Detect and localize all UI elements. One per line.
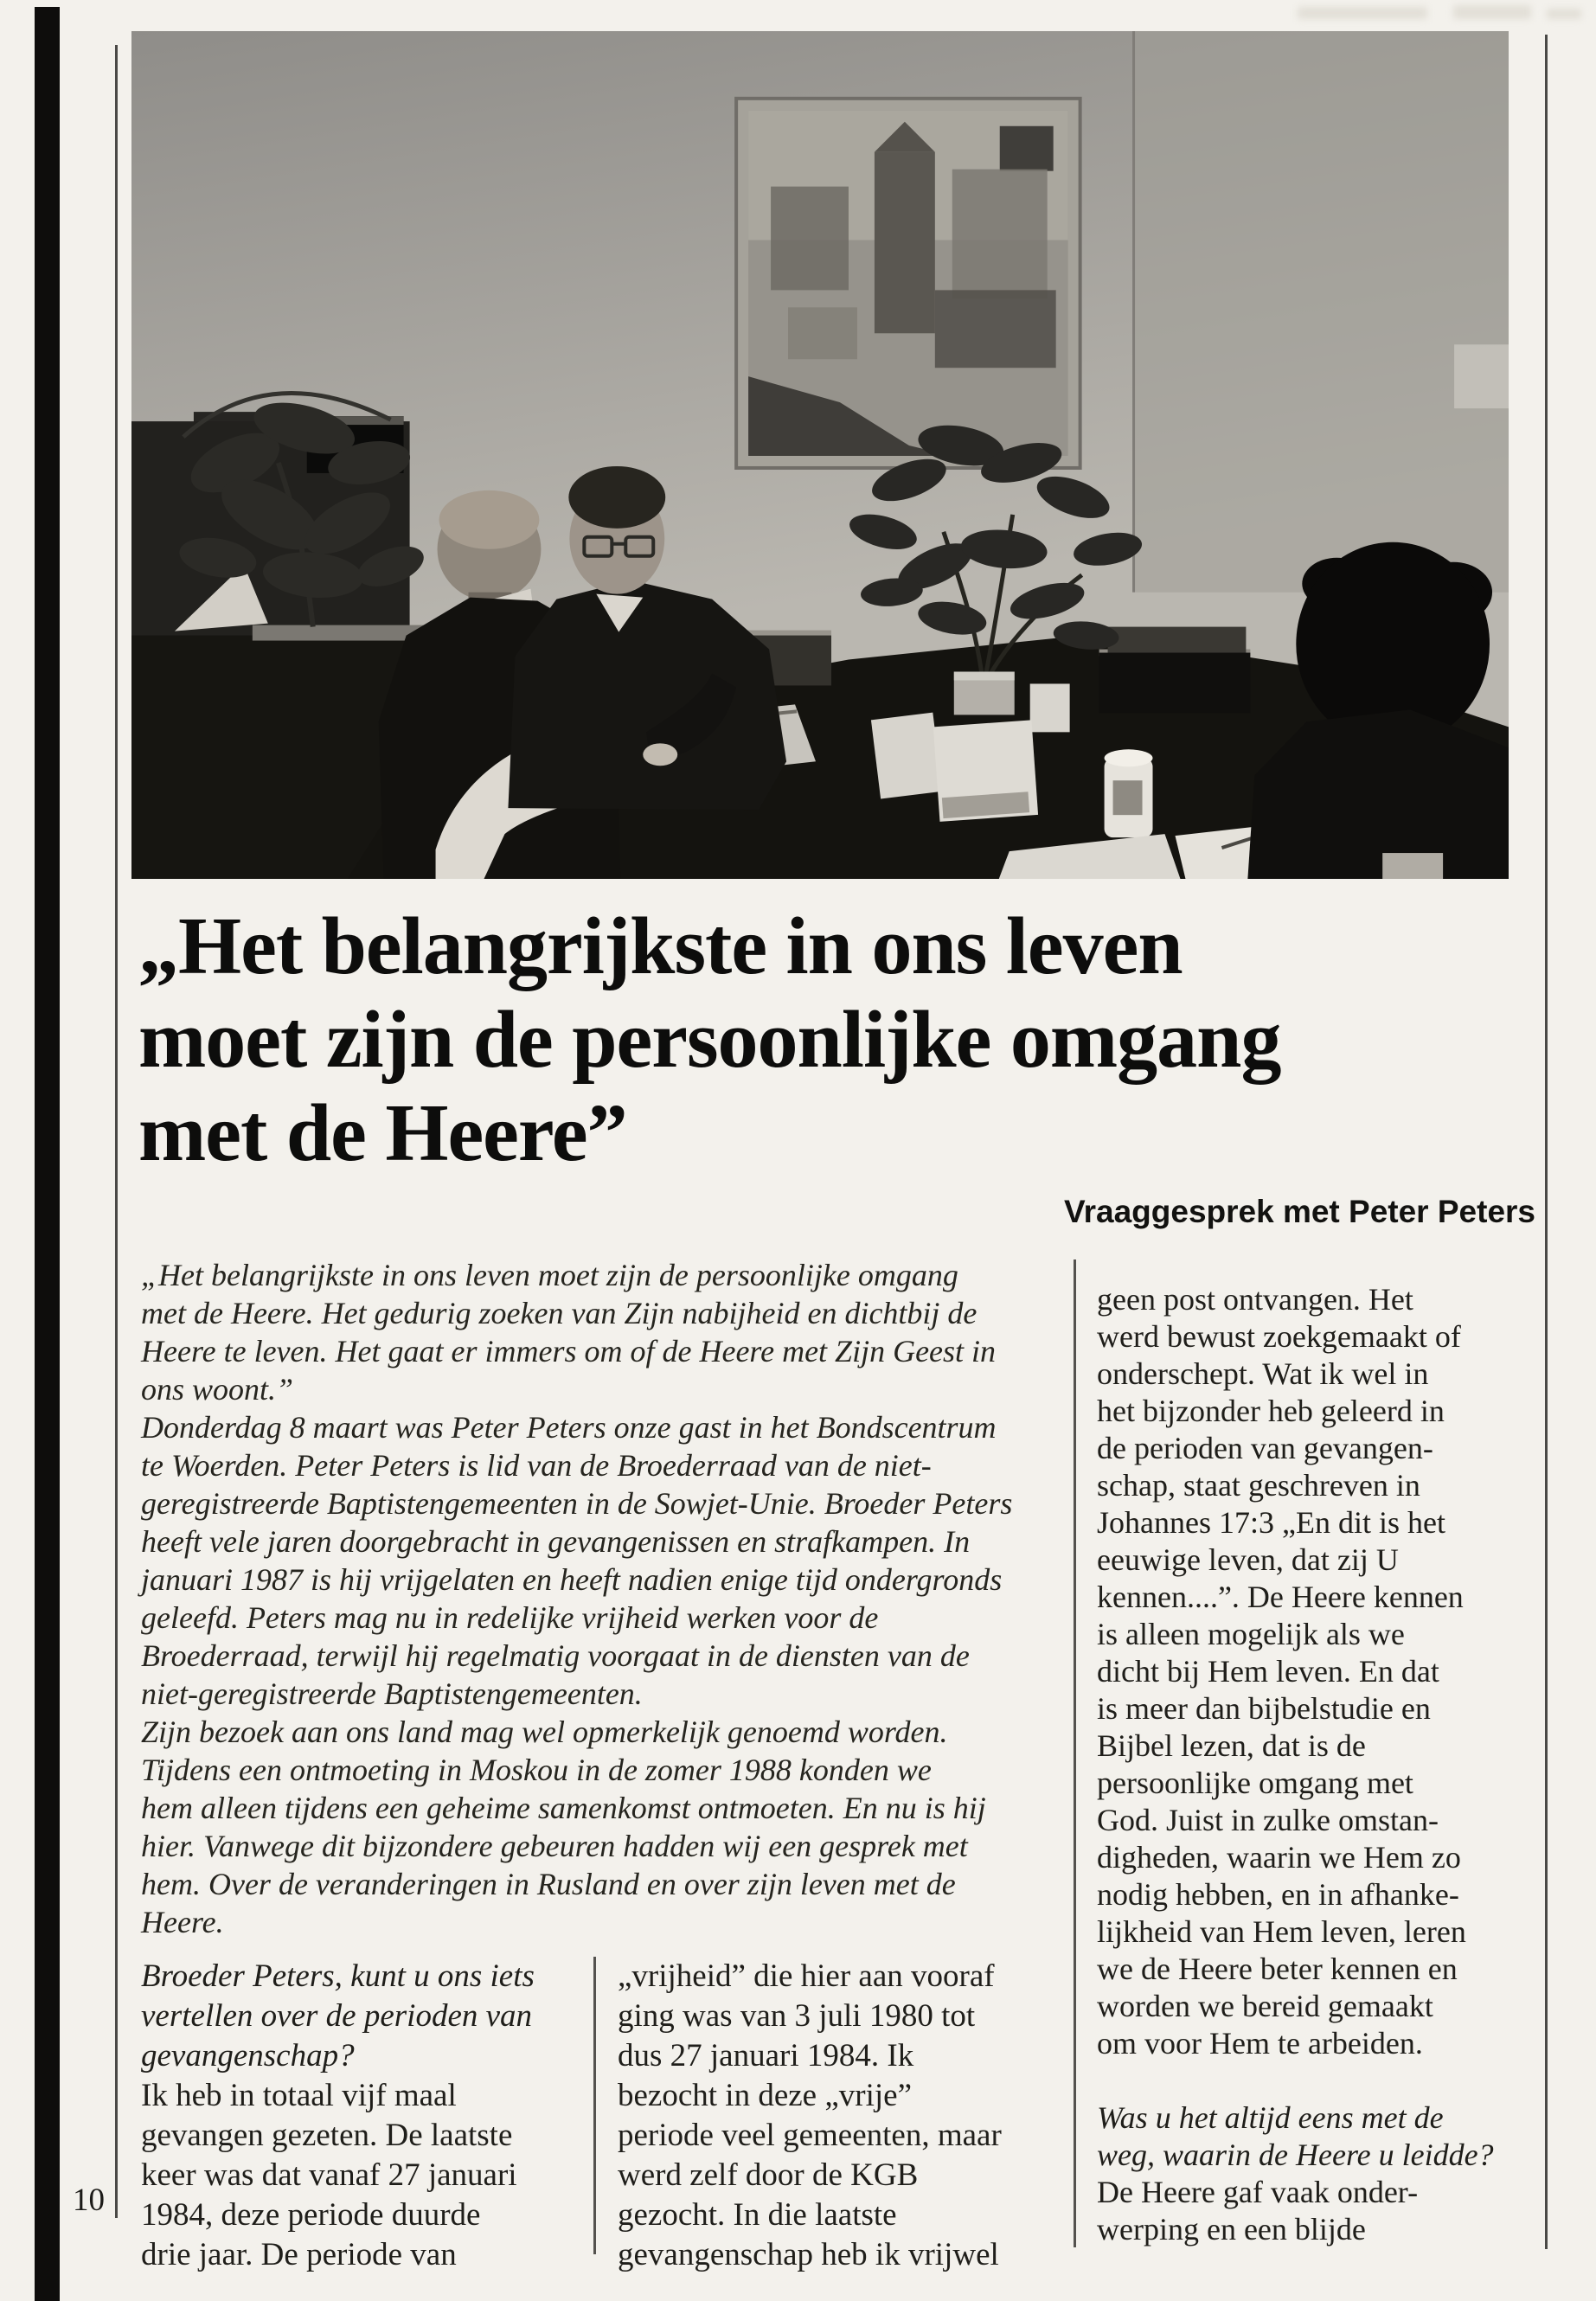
page-frame-right (1545, 35, 1548, 2249)
column-divider-left (593, 1957, 596, 2254)
scan-artifact (1453, 5, 1531, 19)
column-middle (618, 1957, 1059, 2275)
interview-question: Broeder Peters, kunt u ons iets vertellen over de perioden van gevangenschap? (141, 1958, 535, 2073)
coffee-mug (1105, 749, 1153, 837)
page-frame-left (115, 45, 118, 2218)
left-margin-bar (35, 7, 60, 2301)
interview-answer: geen post ontvangen. Het werd bewust zoekgemaakt of onderschept. Wat ik wel in het bijzonder heb geleerd in de perioden van gevangen- schap, staat geschreven in Johannes 17:3 „En dit is het eeuwige leven, dat zij U kennen....”. De Heere kennen is alleen mogelijk als we dicht bij Hem leven. En dat is meer dan bijbelstudie en Bijbel lezen, dat is de persoonlijke omgang met God. Juist in zulke omstan- digheden, waarin we Hem zo nodig hebben, en in afhanke- lijkheid van Hem leven, leren we de Heere beter kennen en worden we bereid gemaakt om voor Hem te arbeiden. (1097, 1282, 1466, 2061)
scan-artifact (1547, 9, 1581, 19)
column-divider-right (1074, 1259, 1076, 2247)
column-left (141, 1957, 578, 2275)
page-number: 10 (73, 2182, 105, 2218)
interview-answer: Ik heb in totaal vijf maal gevangen gezeten. De laatste keer was dat vanaf 27 januari 1984, deze periode duurde drie jaar. De periode van (141, 2078, 517, 2272)
wall-painting (736, 99, 1080, 468)
article-photo (131, 31, 1509, 879)
scan-artifact (1298, 7, 1427, 19)
article-intro: „Het belangrijkste in ons leven moet zijn de persoonlijke omgang met de Heere. Het gedurig zoeken van Zijn nabijheid en dichtbij de Heere te leven. Het gaat er immers om of de Heere met Zijn Geest in ons woont.” Donderdag 8 maart was Peter Peters onze gast in het Bondscentrum te Woerden. Peter Peters is lid van de Broederraad van de niet- geregistreerde Baptistengemeenten in de Sowjet-Unie. Broeder Peters heeft vele jaren doorgebracht in gevangenissen en strafkampen. In januari 1987 is hij vrijgelaten en heeft nadien enige tijd ondergronds geleefd. Peters mag nu in redelijke vrijheid werken voor de Broederraad, terwijl hij regelmatig voorgaat in de diensten van de niet-geregistreerde Baptistengemeenten. Zijn bezoek aan ons land mag wel opmerkelijk genoemd worden. Tijdens een ontmoeting in Moskou in de zomer 1988 konden we hem alleen tijdens een geheime samenkomst ontmoeten. En nu is hij hier. Vanwege dit bijzondere gebeuren hadden wij een gesprek met hem. Over de veranderingen in Rusland en over zijn leven met de Heere. (141, 1258, 1013, 1939)
office-scene (131, 31, 1509, 879)
wall-panel-right (1134, 31, 1509, 593)
column-right (1097, 1281, 1540, 2248)
wall-patch (1454, 344, 1509, 408)
article-subtitle: Vraaggesprek met Peter Peters (1063, 1194, 1535, 1229)
article-title: „Het belangrijkste in ons leven moet zijn de persoonlijke omgang met de Heere” (138, 901, 1281, 1178)
interview-question: Was u het altijd eens met de weg, waarin de Heere u leidde? (1097, 2100, 1494, 2172)
interview-answer: „vrijheid” die hier aan vooraf ging was van 3 juli 1980 tot dus 27 januari 1984. Ik bezocht in deze „vrije” periode veel gemeenten, maar werd zelf door de KGB gezocht. In die laatste gevangenschap heb ik vrijwel (618, 1958, 1002, 2272)
interview-answer: De Heere gaf vaak onder- werping en een blijde (1097, 2175, 1419, 2247)
